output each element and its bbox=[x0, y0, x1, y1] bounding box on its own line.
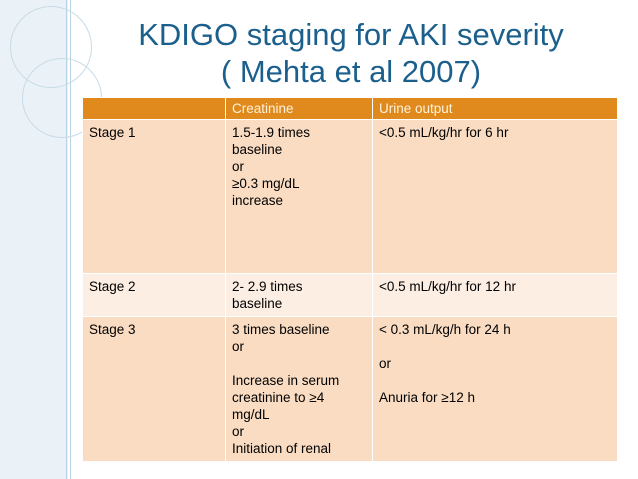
cell-line: 1.5-1.9 times bbox=[232, 125, 311, 140]
cell-line: < 0.3 mL/kg/h for 24 h bbox=[379, 322, 511, 337]
cell-line: Increase in serum bbox=[232, 373, 340, 388]
cell-line: or bbox=[379, 356, 392, 371]
creatinine-cell bbox=[226, 120, 373, 274]
urine-output-cell bbox=[373, 317, 618, 462]
creatinine-cell bbox=[226, 317, 373, 462]
cell-line: or bbox=[232, 424, 245, 439]
creatinine-cell bbox=[226, 274, 373, 317]
cell-line: 2- 2.9 times bbox=[232, 279, 303, 294]
cell-line: or bbox=[232, 339, 245, 354]
slide-title bbox=[70, 16, 632, 90]
cell-line: increase bbox=[232, 193, 284, 208]
table-row-stage-2 bbox=[83, 274, 618, 317]
header-cell-urine-output: Urine output bbox=[373, 98, 618, 120]
urine-output-cell bbox=[373, 120, 618, 274]
kdigo-staging-table bbox=[82, 97, 618, 462]
table-header-row bbox=[83, 98, 618, 120]
stage-cell: Stage 2 bbox=[83, 274, 226, 317]
cell-line: Anuria for ≥12 h bbox=[379, 390, 475, 405]
stage-cell: Stage 3 bbox=[83, 317, 226, 462]
cell-line: mg/dL bbox=[232, 407, 270, 422]
cell-line: baseline bbox=[232, 142, 283, 157]
stage-cell: Stage 1 bbox=[83, 120, 226, 274]
cell-line bbox=[232, 355, 366, 372]
cell-line: <0.5 mL/kg/hr for 6 hr bbox=[379, 125, 509, 140]
header-cell-blank bbox=[83, 98, 226, 120]
header-cell-creatinine: Creatinine bbox=[226, 98, 373, 120]
cell-line: baseline bbox=[232, 296, 283, 311]
kdigo-table-container bbox=[82, 97, 618, 479]
cell-line: creatinine to ≥4 bbox=[232, 390, 325, 405]
table-row-stage-1 bbox=[83, 120, 618, 274]
urine-output-cell bbox=[373, 274, 618, 317]
slide-title-line-2: ( Mehta et al 2007) bbox=[220, 54, 482, 89]
cell-line: <0.5 mL/kg/hr for 12 hr bbox=[379, 279, 516, 294]
cell-line bbox=[379, 338, 611, 355]
cell-line: Initiation of renal bbox=[232, 441, 332, 456]
cell-line: 3 times baseline bbox=[232, 322, 330, 337]
cell-line: or bbox=[232, 159, 245, 174]
table-row-stage-3 bbox=[83, 317, 618, 462]
cell-line bbox=[379, 372, 611, 389]
slide-title-line-1: KDIGO staging for AKI severity bbox=[138, 17, 564, 52]
cell-line: ≥0.3 mg/dL bbox=[232, 176, 300, 191]
